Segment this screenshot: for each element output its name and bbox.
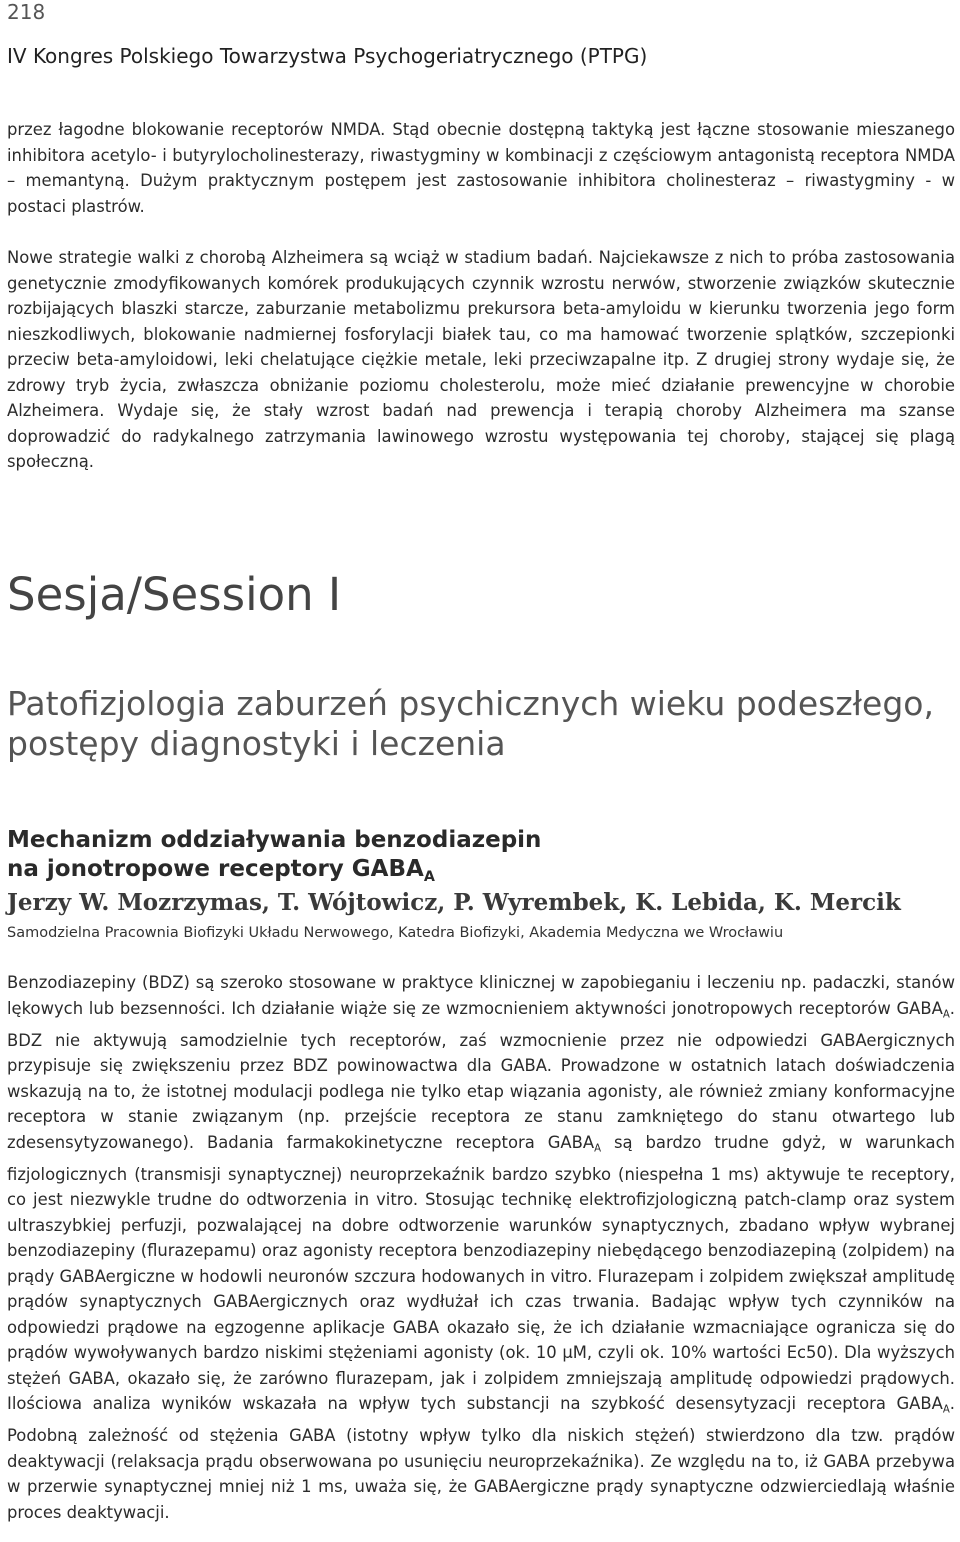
- running-title: IV Kongres Polskiego Towarzystwa Psychogeriatrycznego (PTPG): [7, 44, 648, 68]
- session-heading: Sesja/Session I: [7, 568, 342, 621]
- abstract-title: [7, 826, 955, 892]
- page-number: 218: [7, 0, 46, 24]
- paragraph: Nowe strategie walki z chorobą Alzheimera są wciąż w stadium badań. Najciekawsze z nich to próba zastosowania genetycznie zmodyfikowanych komórek produkujących czynnik wzrostu nerwów, stworzenie związków skutecznie rozbijających blaszki starcze, zaburzanie metabolizmu prekursora beta-amyloidu w kierunku tworzenia jego form nieszkodliwych, blokowanie nadmiernej fosforylacji białek tau, co ma hamować tworzenie splątków, szczepionki przeciw beta-amyloidowi, leki chelatujące ciężkie metale, leki przeciwzapalne itp. Z drugiej strony wydaje się, że zdrowy tryb życia, zwłaszcza obniżanie poziomu cholesterolu, może mieć działanie prewencyjne w chorobie Alzheimera. Wydaje się, że stały wzrost badań nad prewencja i terapią choroby Alzheimera ma szanse doprowadzić do radykalnego zatrzymania lawinowego wzrostu występowania tej choroby, stającej się plagą społeczną.: [7, 248, 955, 471]
- session-theme-line: Patofizjologia zaburzeń psychicznych wieku podeszłego,: [7, 684, 934, 723]
- affiliation: Samodzielna Pracownia Biofizyki Układu Nerwowego, Katedra Biofizyki, Akademia Medyczna we Wrocławiu: [7, 925, 784, 941]
- subscript: A: [594, 1143, 602, 1155]
- abstract-body: [7, 970, 955, 1525]
- authors: Jerzy W. Mozrzymas, T. Wójtowicz, P. Wyrembek, K. Lebida, K. Mercik: [7, 889, 901, 916]
- paragraph: przez łagodne blokowanie receptorów NMDA. Stąd obecnie dostępną taktyką jest łączne stosowanie mieszanego inhibitora acetylo- i butyrylocholinesterazy, riwastygminy w kombinacji z częściowym antagonistą receptora NMDA – memantyną. Dużym praktycznym postępem jest zastosowanie inhibitora cholinesteraz – riwastygminy - w postaci plastrów.: [7, 120, 955, 216]
- body-text: są bardzo trudne gdyż, w warunkach fizjologicznych (transmisji synaptycznej) neuroprzekaźnik bardzo szybko (niespełna 1 ms) aktywuje te receptory, co jest niezwykle trudne do odtworzenia in vitro. Stosując technikę elektrofizjologiczną patch-clamp oraz system ultraszybkiej perfuzji, pozwalającej na dobre odtworzenie warunków synaptycznych, zbadano wpływ wybranej benzodiazepiny (flurazepamu) oraz agonisty receptora benzodiazepiny niebędącego benzodiazepiną (zolpidem) na prądy GABAergiczne w hodowli neuronów szczura hodowanych in vitro. Flurazepam i zolpidem zwiększał amplitudę prądów synaptycznych GABAergicznych oraz wydłużał ich czas trwania. Badając wpływ tych czynników na odpowiedzi prądowe na egzogenne aplikacje GABA okazało się, że ich działanie wzmacniające ogranicza się do prądów wywoływanych bardzo niskimi stężeniami agonisty (ok. 10 μM, czyli ok. 10% wartości Ec50). Dla wyższych stężeń GABA, okazało się, że zarówno flurazepam, jak i zolpidem zmniejszają amplitudę odpowiedzi prądowych. Ilościowa analiza wyników wskazała na wpływ tych substancji na szybkość desensytyzacji receptora GABA: [7, 1132, 955, 1414]
- body-text: . BDZ nie aktywują samodzielnie tych receptorów, zaś wzmocnienie przez nie odpowiedzi GABAergicznych przypisuje się zwiększeniu przez BDZ powinowactwa dla GABA. Prowadzone w ostatnich latach doświadczenia wskazują na to, że istotnej modulacji podlega nie tylko etap wiązania agonisty, ale również zmiany konformacyjne receptora w stanie związanym (np. przejście receptora ze stanu zamkniętego do stanu otwartego lub zdesensytyzowanego). Badania farmakokinetyczne receptora GABA: [7, 998, 955, 1152]
- subscript: A: [423, 868, 435, 885]
- abstract-title-line: na jonotropowe receptory GABA: [7, 856, 424, 882]
- abstract-title-line: Mechanizm oddziaływania benzodiazepin: [7, 827, 542, 853]
- body-text: Benzodiazepiny (BDZ) są szeroko stosowane w praktyce klinicznej w zapobieganiu i leczeniu np. padaczki, stanów lękowych lub bezsenności. Ich działanie wiąże się ze wzmocnieniem aktywności jonotropowych receptorów GABA: [7, 973, 955, 1018]
- body-text: . Podobną zależność od stężenia GABA (istotny wpływ tylko dla niskich stężeń) stwierdzono dla tzw. prądów deaktywacji (relaksacja prądu obserwowana po usunięciu neuroprzekaźnika). Ze względu na to, iż GABA przebywa w przerwie synaptycznej mniej niż 1 ms, uważa się, że GABAergiczne prądy synaptyczne odzwierciedlają właśnie proces deaktywacji.: [7, 1394, 955, 1522]
- subscript: A: [942, 1009, 950, 1021]
- session-theme-line: postępy diagnostyki i leczenia: [7, 724, 506, 763]
- subscript: A: [942, 1404, 950, 1416]
- session-theme: [7, 684, 955, 764]
